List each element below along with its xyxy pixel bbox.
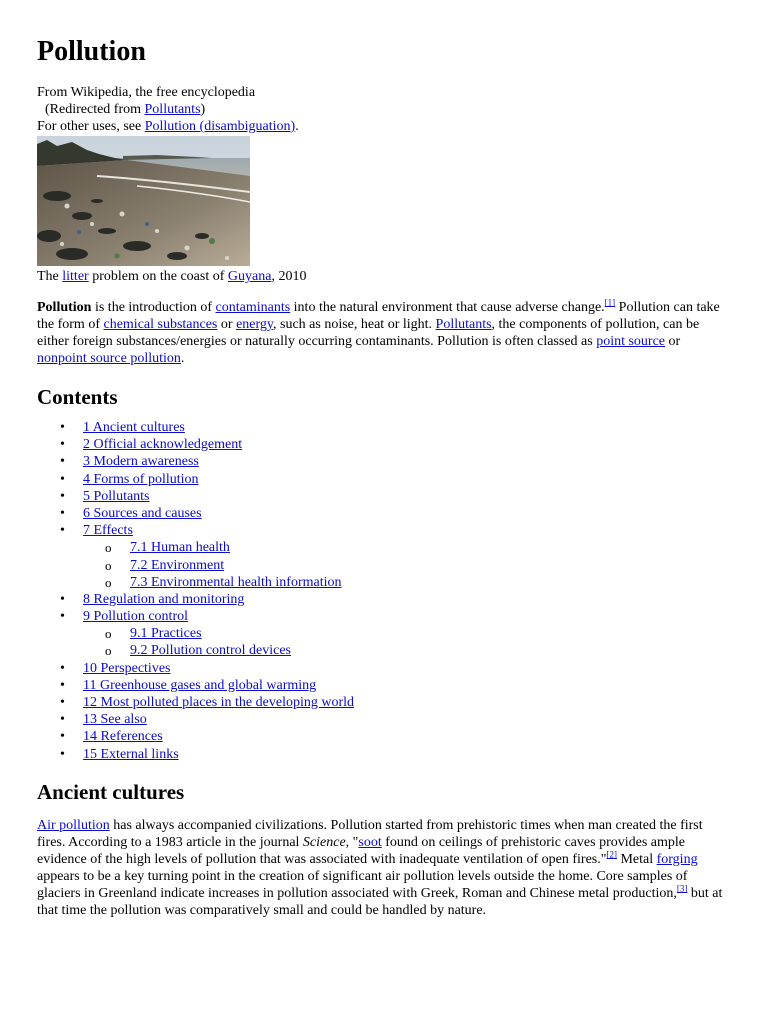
toc-link[interactable]: 7.3 Environmental health information (130, 574, 342, 590)
ref-2-link[interactable]: [2] (606, 849, 617, 860)
toc-subitem (37, 574, 731, 591)
table-of-contents (37, 419, 731, 763)
ancient-cultures-heading: Ancient cultures (37, 779, 185, 804)
toc-item (37, 419, 731, 436)
air-pollution-link[interactable]: Air pollution (37, 817, 110, 833)
toc-link[interactable]: 14 References (83, 729, 163, 745)
toc-item (37, 711, 731, 728)
toc-link[interactable]: 4 Forms of pollution (83, 471, 199, 487)
toc-item (37, 471, 731, 488)
article-meta (37, 84, 731, 135)
chemical-substances-link[interactable]: chemical substances (103, 317, 218, 332)
ref-3-link[interactable]: [3] (676, 883, 688, 894)
redirect-note: (Redirected from Pollutants) (45, 102, 206, 117)
toc-subitem (37, 625, 731, 642)
disambiguation-link[interactable]: Pollution (disambiguation) (144, 119, 296, 134)
toc-link[interactable]: 5 Pollutants (83, 488, 150, 504)
site-sub: From Wikipedia, the free encyclopedia (37, 85, 256, 100)
toc-link[interactable]: 11 Greenhouse gases and global warming (83, 677, 317, 693)
soot-link[interactable]: soot (358, 834, 382, 850)
toc-link[interactable]: 7.2 Environment (130, 557, 225, 573)
toc-item (37, 453, 731, 470)
toc-item (37, 522, 731, 539)
toc-link[interactable]: 15 External links (83, 746, 179, 762)
toc-subitem (37, 557, 731, 574)
toc-item (37, 746, 731, 763)
point-source-link[interactable]: point source (596, 334, 666, 349)
toc-subitem (37, 642, 731, 659)
toc-subitem (37, 539, 731, 556)
toc-item (37, 488, 731, 505)
toc-link[interactable]: 6 Sources and causes (83, 505, 202, 521)
litter-link[interactable]: litter (62, 269, 89, 284)
toc-link[interactable]: 8 Regulation and monitoring (83, 591, 245, 607)
toc-item (37, 728, 731, 745)
ancient-cultures-paragraph: Air pollution has always accompanied civilizations. Pollution started from prehistoric times when man created the first fires. According to a 1983 article in the journal Science, "soot found on ceilings of prehistoric caves provides ample evidence of the high levels of pollution that was associated with inadequate ventilation of open fires."[2] Metal forging appears to be a key turning point in the creation of significant air pollution levels outside the home. Core samples of glaciers in Greenland indicate increases in pollution associated with Greek, Roman and Chinese metal production,[3] but at that time the pollution was comparatively small and could be handled by nature. (37, 817, 723, 918)
pollutants-link[interactable]: Pollutants (435, 317, 492, 332)
toc-item (37, 694, 731, 711)
redirect-link[interactable]: Pollutants (144, 102, 201, 117)
toc-link[interactable]: 9 Pollution control (83, 609, 188, 625)
toc-link[interactable]: 7 Effects (83, 523, 133, 539)
forging-link[interactable]: forging (656, 851, 698, 867)
contents-heading: Contents (37, 385, 118, 409)
toc-link[interactable]: 9.1 Practices (130, 626, 202, 642)
toc-link[interactable]: 3 Modern awareness (83, 454, 199, 470)
toc-item (37, 677, 731, 694)
toc-item (37, 608, 731, 625)
ref-1-link[interactable]: [1] (604, 297, 616, 308)
toc-link[interactable]: 9.2 Pollution control devices (130, 643, 291, 659)
toc-item (37, 591, 731, 608)
toc-link[interactable]: 10 Perspectives (83, 660, 171, 676)
coast-litter-photo[interactable] (37, 136, 250, 266)
energy-link[interactable]: energy (236, 317, 273, 332)
intro-paragraph: Pollution is the introduction of contaminants into the natural environment that cause adverse change.[1] Pollution can take the form of chemical substances or energy, such as noise, heat or light. Pollutants, the components of pollution, can be either foreign substances/energies or naturally occurring contaminants. Pollution is often classed as point source or nonpoint source pollution. (37, 297, 720, 366)
toc-link[interactable]: 13 See also (83, 712, 147, 728)
toc-item (37, 660, 731, 677)
nonpoint-source-link[interactable]: nonpoint source pollution (37, 351, 181, 366)
toc-link[interactable]: 7.1 Human health (130, 540, 230, 556)
hatnote: For other uses, see Pollution (disambiguation). (37, 119, 299, 134)
image-caption: The litter problem on the coast of Guyana, 2010 (37, 269, 307, 284)
contaminants-link[interactable]: contaminants (215, 300, 291, 315)
guyana-link[interactable]: Guyana (227, 269, 272, 284)
toc-item (37, 505, 731, 522)
toc-link[interactable]: 12 Most polluted places in the developing world (83, 695, 355, 710)
toc-item (37, 436, 731, 453)
toc-link[interactable]: 1 Ancient cultures (83, 420, 185, 435)
toc-link[interactable]: 2 Official acknowledgement (83, 437, 243, 453)
page-title: Pollution (37, 36, 146, 67)
